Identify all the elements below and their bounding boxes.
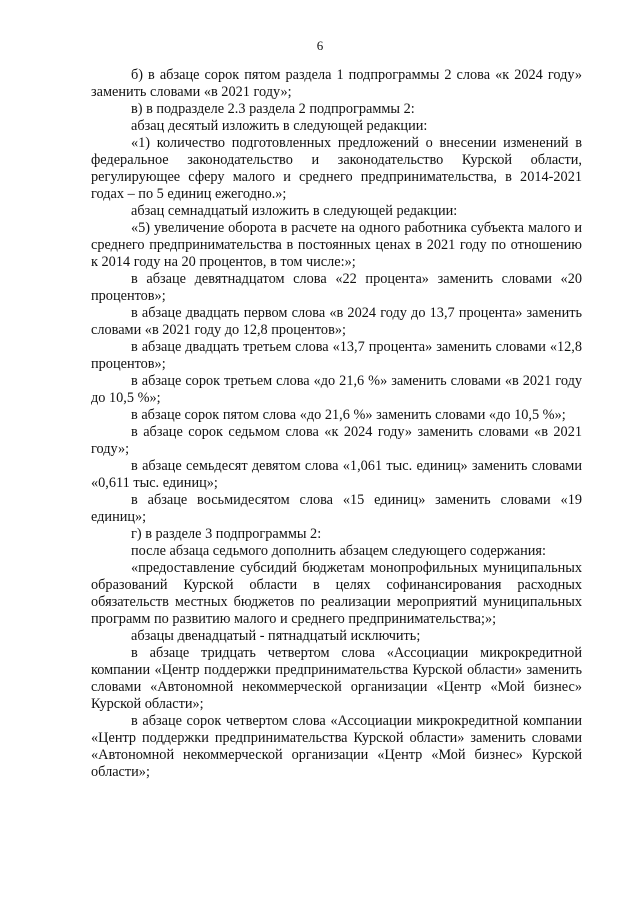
paragraph: абзацы двенадцатый - пятнадцатый исключить; [131,628,421,644]
paragraph: «предоставление субсидий бюджетам монопрофильных муниципальных образований Курской области в целях софинансирования расходных обязательств местных бюджетов по реализации мероприятий муниципальных программ по развитию малого и среднего предпринимательства;»; [91,560,582,627]
paragraph: в) в подразделе 2.3 раздела 2 подпрограммы 2: [131,101,415,117]
paragraph: в абзаце девятнадцатом слова «22 процента» заменить словами «20 процентов»; [91,271,582,304]
paragraph: абзац десятый изложить в следующей редакции: [131,118,428,134]
paragraph: в абзаце сорок четвертом слова «Ассоциации микрокредитной компании «Центр поддержки предпринимательства Курской области» заменить словами «Автономной некоммерческой организации «Центр «Мой бизнес» Курской области»; [91,713,582,780]
paragraph: в абзаце двадцать первом слова «в 2024 году до 13,7 процента» заменить словами «в 2021 году до 12,8 процентов»; [91,305,582,338]
paragraph: в абзаце сорок седьмом слова «к 2024 году» заменить словами «в 2021 году»; [91,424,582,457]
paragraph: б) в абзаце сорок пятом раздела 1 подпрограммы 2 слова «к 2024 году» заменить словами «в 2021 году»; [91,67,582,100]
paragraph: г) в разделе 3 подпрограммы 2: [131,526,322,542]
paragraph: «1) количество подготовленных предложений о внесении изменений в федеральное законодательство и законодательство Курской области, регулирующее сферу малого и среднего предпринимательства, в 2014-2021 годах – по 5 единиц ежегодно.»; [91,135,582,202]
paragraph: в абзаце тридцать четвертом слова «Ассоциации микрокредитной компании «Центр поддержки предпринимательства Курской области» заменить словами «Автономной некоммерческой организации «Центр «Мой бизнес» Курской области»; [91,645,582,712]
paragraph: «5) увеличение оборота в расчете на одного работника субъекта малого и среднего предпринимательства в постоянных ценах в 2021 году по отношению к 2014 году на 20 процентов, в том числе:»; [91,220,582,270]
paragraph: после абзаца седьмого дополнить абзацем следующего содержания: [131,543,546,559]
paragraph: в абзаце восьмидесятом слова «15 единиц» заменить словами «19 единиц»; [91,492,582,525]
paragraph: в абзаце двадцать третьем слова «13,7 процента» заменить словами «12,8 процентов»; [91,339,582,372]
document-body [91,67,582,781]
paragraph: в абзаце семьдесят девятом слова «1,061 тыс. единиц» заменить словами «0,611 тыс. единиц»; [91,458,582,491]
paragraph: абзац семнадцатый изложить в следующей редакции: [131,203,458,219]
paragraph: в абзаце сорок третьем слова «до 21,6 %» заменить словами «в 2021 году до 10,5 %»; [91,373,582,406]
page-number: 6 [316,38,324,53]
paragraph: в абзаце сорок пятом слова «до 21,6 %» заменить словами «до 10,5 %»; [131,407,566,423]
